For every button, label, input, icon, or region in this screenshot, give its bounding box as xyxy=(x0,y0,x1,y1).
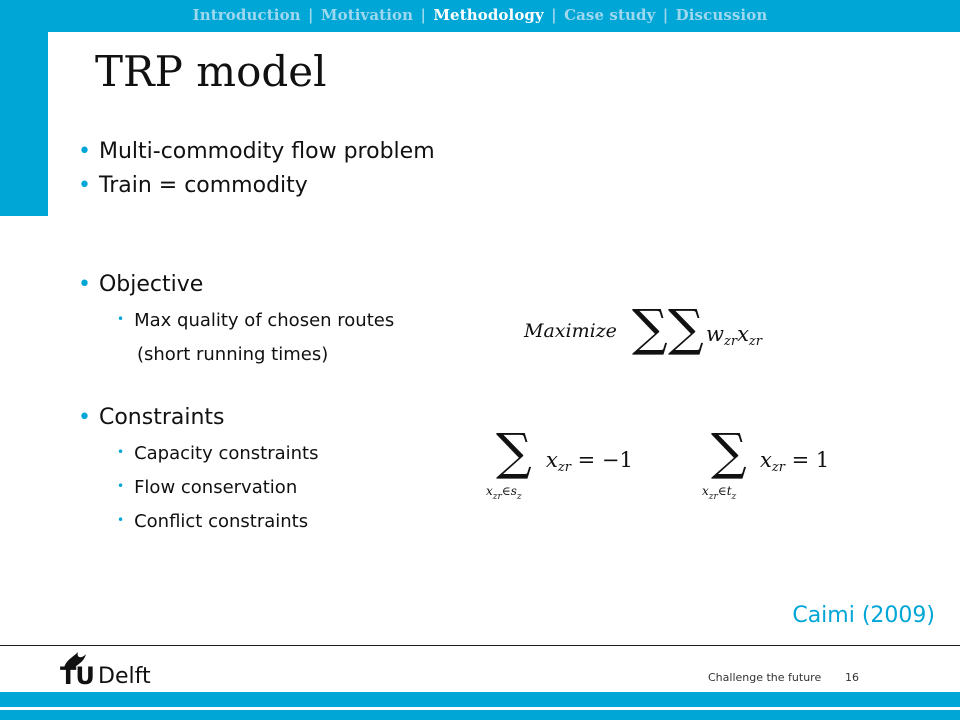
footer-divider xyxy=(0,645,960,646)
bullet-objective: • Objective xyxy=(78,272,204,297)
sub-bullet-conflict: • Conflict constraints xyxy=(117,511,309,532)
sum-symbol: ∑ xyxy=(496,423,532,481)
nav-item-methodology[interactable]: Methodology xyxy=(433,6,544,24)
left-accent-bar xyxy=(0,32,48,216)
citation: Caimi (2009) xyxy=(792,603,935,628)
bottom-accent-bar xyxy=(0,692,960,720)
page-number: 16 xyxy=(845,671,859,684)
bullet-dot-icon: • xyxy=(117,513,125,527)
bullet-dot-icon: • xyxy=(78,139,91,164)
bottom-stripe xyxy=(0,707,960,710)
nav-item-case-study[interactable]: Case study xyxy=(564,6,656,24)
bullet-dot-icon: • xyxy=(78,272,91,297)
nav-separator: | xyxy=(662,6,669,24)
sum-symbol: ∑ xyxy=(632,299,668,357)
nav-item-discussion[interactable]: Discussion xyxy=(675,6,768,24)
formula-sum-subscript-t: $x_{zr}\in t_z$ xyxy=(702,484,737,502)
nav-separator: | xyxy=(551,6,557,24)
bullet-constraints: • Constraints xyxy=(78,405,225,430)
footer-tagline: Challenge the future xyxy=(708,671,822,684)
sum-symbol: ∑ xyxy=(711,423,747,481)
bullet-dot-icon: • xyxy=(117,445,125,459)
formula-flow-out: $x_{zr} = -1$ xyxy=(546,448,633,475)
nav-separator: | xyxy=(420,6,427,24)
formula-maximize-label: Maximize xyxy=(524,320,617,342)
sub-bullet-flow-conservation: • Flow conservation xyxy=(117,477,298,498)
logo-tu-text: TU xyxy=(60,662,94,690)
nav-separator: | xyxy=(308,6,314,24)
formula-flow-in: $x_{zr} = 1$ xyxy=(760,448,830,475)
bullet-train-commodity: • Train = commodity xyxy=(78,173,308,198)
nav-item-introduction[interactable]: Introduction xyxy=(192,6,301,24)
formula-sum-subscript-s: $x_{zr}\in s_z$ xyxy=(486,484,522,502)
bullet-multi-commodity: • Multi-commodity flow problem xyxy=(78,139,435,164)
formula-objective-terms: $w_{zr}x_{zr}$ xyxy=(706,322,762,349)
bullet-dot-icon: • xyxy=(117,479,125,493)
slide-title: TRP model xyxy=(95,47,327,96)
sub-bullet-capacity: • Capacity constraints xyxy=(117,443,319,464)
bullet-dot-icon: • xyxy=(117,312,125,326)
tu-delft-logo xyxy=(60,650,160,690)
section-nav xyxy=(0,6,960,24)
sum-symbol: ∑ xyxy=(668,299,704,357)
sub-bullet-continuation: (short running times) xyxy=(137,344,329,365)
sub-bullet-max-quality: • Max quality of chosen routes xyxy=(117,310,395,331)
bullet-dot-icon: • xyxy=(78,405,91,430)
bullet-dot-icon: • xyxy=(78,173,91,198)
logo-delft-text: Delft xyxy=(98,664,151,689)
nav-item-motivation[interactable]: Motivation xyxy=(320,6,414,24)
